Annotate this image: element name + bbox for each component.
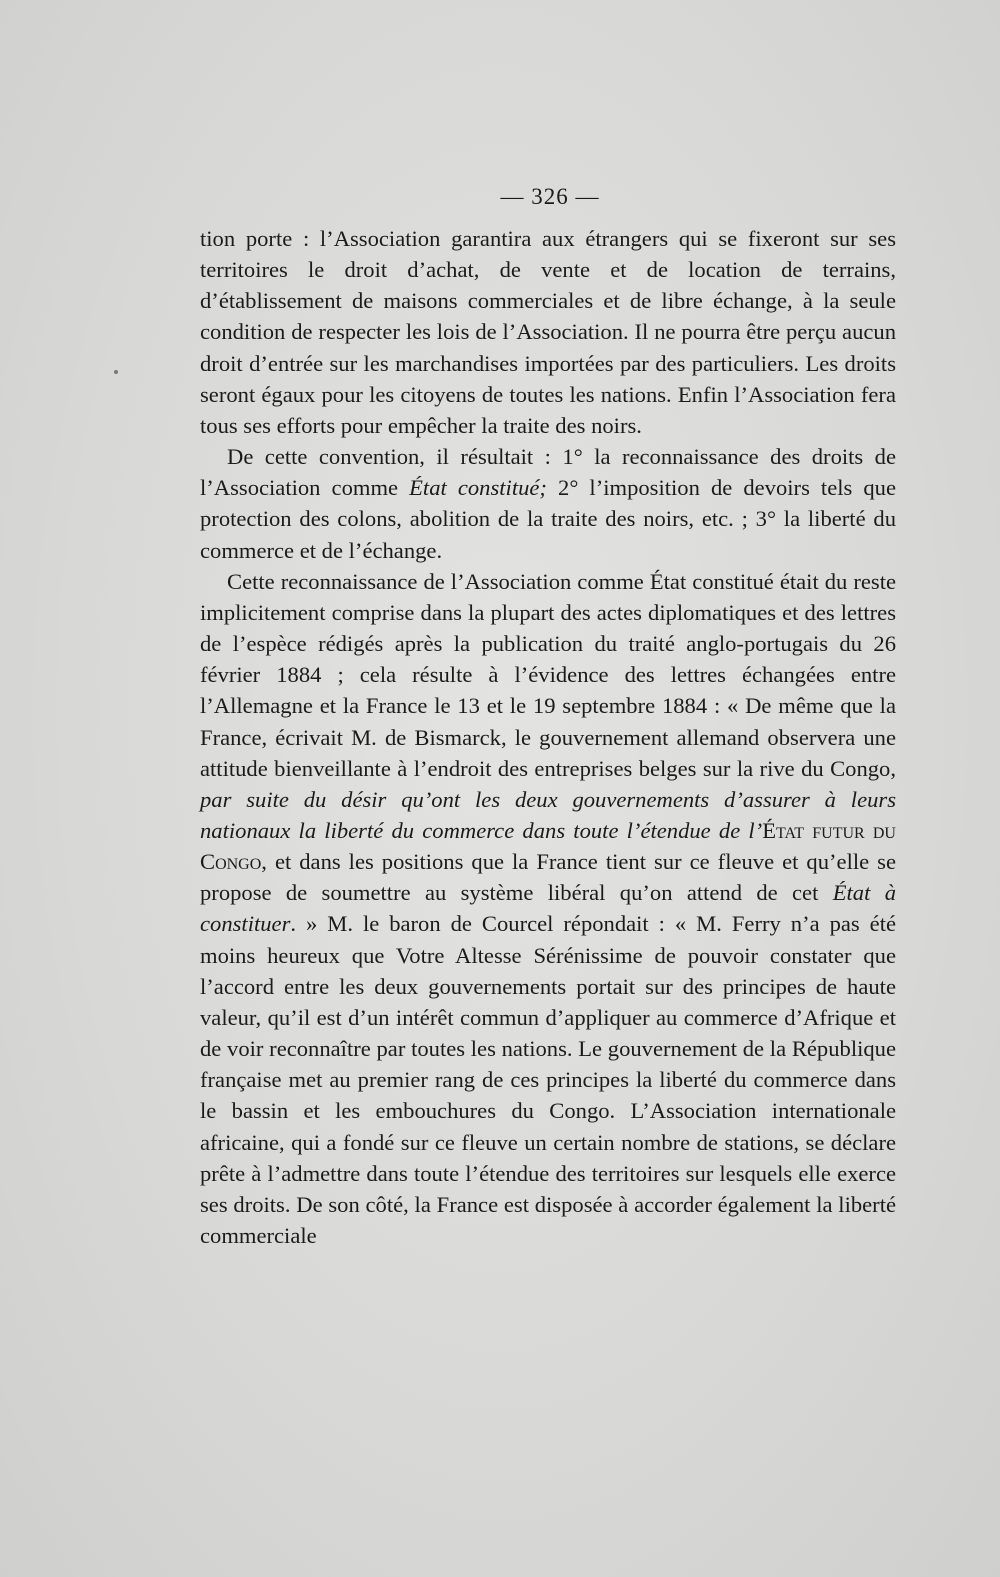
body-text — [200, 223, 896, 1251]
paragraph-2-italic-etat-constitue: État constitué; — [409, 475, 547, 501]
paragraph-1-text: tion porte : l’Association garantira aux étrangers qui se fixeront sur ses territoires le droit d’achat, de vente et de location de terrains, d’établissement de maisons commerciales et de libre échange, à la seule condition de respecter les lois de l’Association. Il ne pourra être perçu aucun droit d’entrée sur les marchandises importées par des particuliers. Les droits seront égaux pour les citoyens de toutes les nations. Enfin l’Association fera tous ses efforts pour empêcher la traite des noirs. — [200, 226, 896, 438]
paragraph-1 — [200, 223, 896, 441]
paragraph-2 — [200, 441, 896, 566]
paragraph-3-smallcaps-etat-futur: État futur du Congo — [200, 817, 896, 875]
paragraph-3-text-c: . » M. le baron de Courcel répondait : « M. Ferry n’a pas été moins heureux que Votre Altesse Sérénissime de pouvoir constater que l’accord entre les deux gouvernements portait sur des principes de haute valeur, qu’il est d’un intérêt commun d’appliquer au commerce d’Afrique et de voir reconnaître par toutes les nations. Le gouvernement de la République française met au premier rang de ces principes la liberté du commerce dans le bassin et les embouchures du Congo. L’Association internationale africaine, qui a fondé sur ce fleuve un certain nombre de stations, se déclare prête à l’admettre dans toute l’étendue des territoires sur lesquels elle exerce ses droits. De son côté, la France est disposée à accorder également la liberté commerciale — [200, 911, 896, 1248]
paragraph-3-text-a: Cette reconnaissance de l’Association comme État constitué était du reste implicitement comprise dans la plupart des actes diplomatiques et des lettres de l’espèce rédigés après la publication du traité anglo-portugais du 26 février 1884 ; cela résulte à l’évidence des lettres échangées entre l’Allemagne et la France le 13 et le 19 septembre 1884 : « De même que la France, écrivait M. de Bismarck, le gouvernement allemand observera une attitude bienveillante à l’endroit des entreprises belges sur la rive du Congo, — [200, 568, 896, 781]
page-number: — 326 — — [500, 184, 600, 209]
paragraph-2-text-a: De cette convention, il résultait : 1° la reconnaissance des droits de l’Association comme — [200, 444, 896, 501]
paper-speck — [114, 370, 118, 374]
paragraph-3-text-b: , et dans les positions que la France tient sur ce fleuve et qu’elle se propose de soumettre au système libéral qu’on attend de cet — [200, 849, 896, 906]
paragraph-3-italic-quote: par suite du désir qu’ont les deux gouvernements d’assurer à leurs nationaux la liberté du commerce dans toute l’étendue de l’ — [200, 786, 896, 843]
paragraph-3 — [200, 566, 896, 1251]
paragraph-3-italic-etat-a-constituer: État à constituer — [200, 880, 896, 937]
paragraph-2-text-b: 2° l’imposition de devoirs tels que protection des colons, abolition de la traite des noirs, etc. ; 3° la liberté du commerce et de l’échange. — [200, 475, 896, 563]
